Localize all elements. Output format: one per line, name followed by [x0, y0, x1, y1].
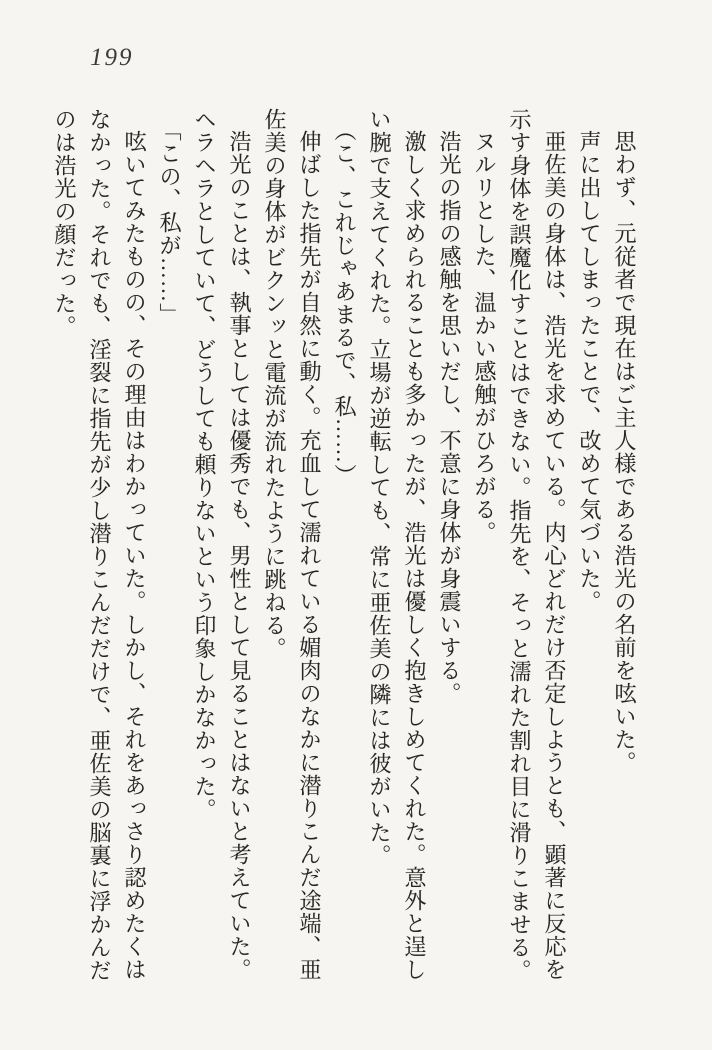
paragraph: （こ、これじゃあまるで、私……）	[332, 119, 357, 487]
paragraph: 伸ばした指先が自然に動く。充血して濡れている媚肉のなかに潜りこんだ途端、亜佐美の身体がビクンッと電流が流れたように跳ねる。	[262, 108, 322, 981]
paragraph: 亜佐美の身体は、浩光を求めている。内心どれだけ否定しようとも、顕著に反応を示す身体を誤魔化すことはできない。指先を、そっと濡れた割れ目に滑りこませる。	[507, 108, 567, 982]
paragraph: 声に出してしまったことで、改めて気づいた。	[577, 130, 602, 613]
paragraph: 浩光の指の感触を思いだし、不意に身体が身震いする。	[437, 130, 462, 705]
paragraph: 浩光のことは、執事としては優秀でも、男性として見ることはないと考えていた。ヘラヘラとしていて、どうしても頼りないという印象しかなかった。	[192, 108, 252, 981]
paragraph: ヌルリとした、温かい感触がひろがる。	[472, 130, 497, 544]
paragraph: 「この、私が……」	[157, 119, 182, 326]
paragraph: 激しく求められることも多かったが、浩光は優しく抱きしめてくれた。意外と逞しい腕で支えてくれた。立場が逆転しても、常に亜佐美の隣には彼がいた。	[367, 108, 427, 981]
paragraph: 思わず、元従者で現在はご主人様である浩光の名前を呟いた。	[612, 130, 637, 774]
paragraph: 呟いてみたものの、その理由はわかっていた。しかし、それをあっさり認めたくはなかった。それでも、淫裂に指先が少し潜りこんだだけで、亜佐美の脳裏に浮かんだのは浩光の顔だった。	[52, 108, 147, 982]
page-number: 199	[90, 44, 134, 71]
body-text	[47, 108, 642, 988]
